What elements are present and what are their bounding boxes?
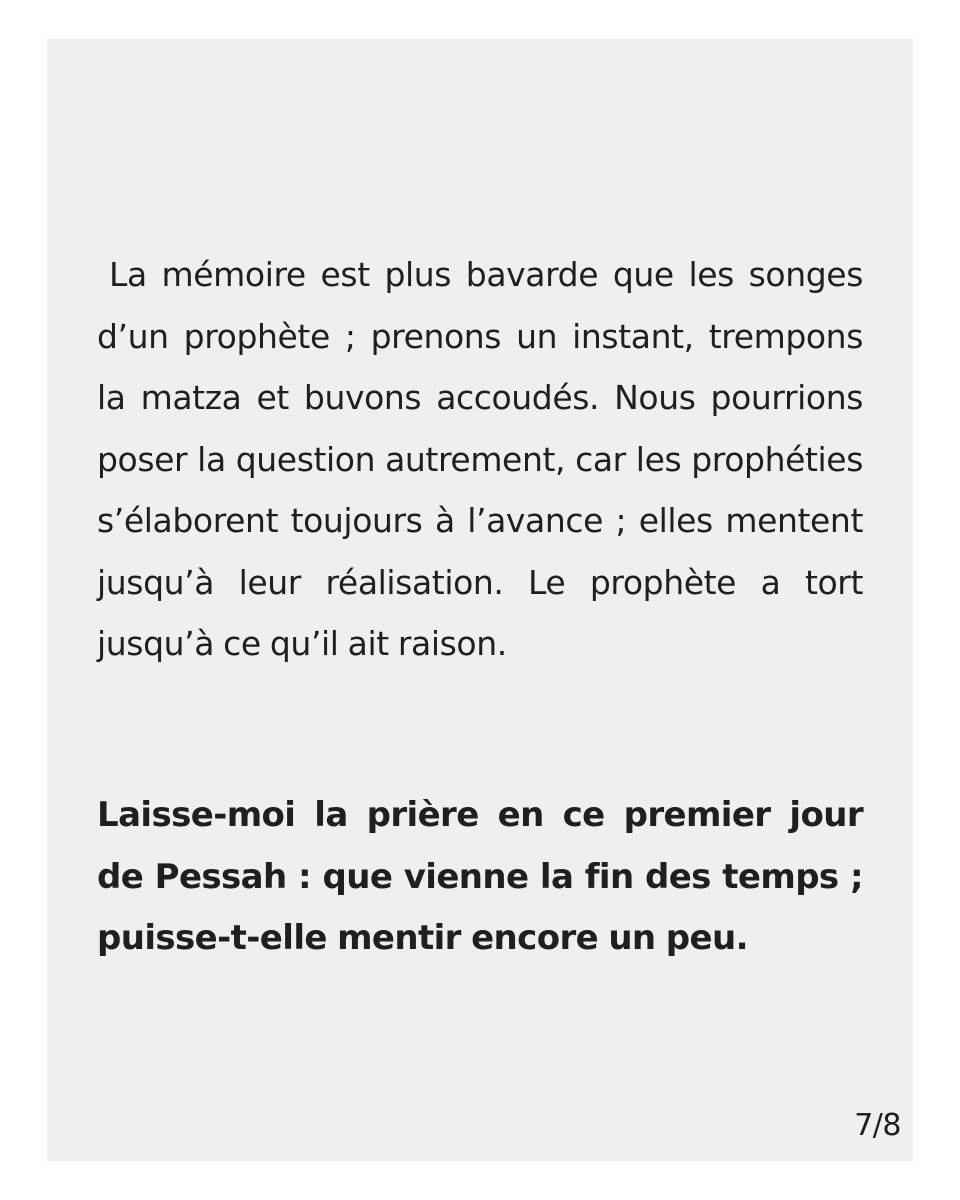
page-number: 7/8 xyxy=(854,1108,901,1143)
main-paragraph: La mémoire est plus bavarde que les songes d’un prophète ; prenons un instant, trempons la matza et buvons accoudés. Nous pourrions poser la question autrement, car les prophéties s’élaborent toujours à l’avance ; elles mentent jusqu’à leur réalisation. Le prophète a tort jusqu’à ce qu’il ait raison. xyxy=(97,255,863,663)
page-card xyxy=(47,39,913,1161)
prayer-paragraph: Laisse-moi la prière en ce premier jour de Pessah : que vienne la fin des temps ; puisse-t-elle mentir encore un peu. xyxy=(97,795,863,958)
